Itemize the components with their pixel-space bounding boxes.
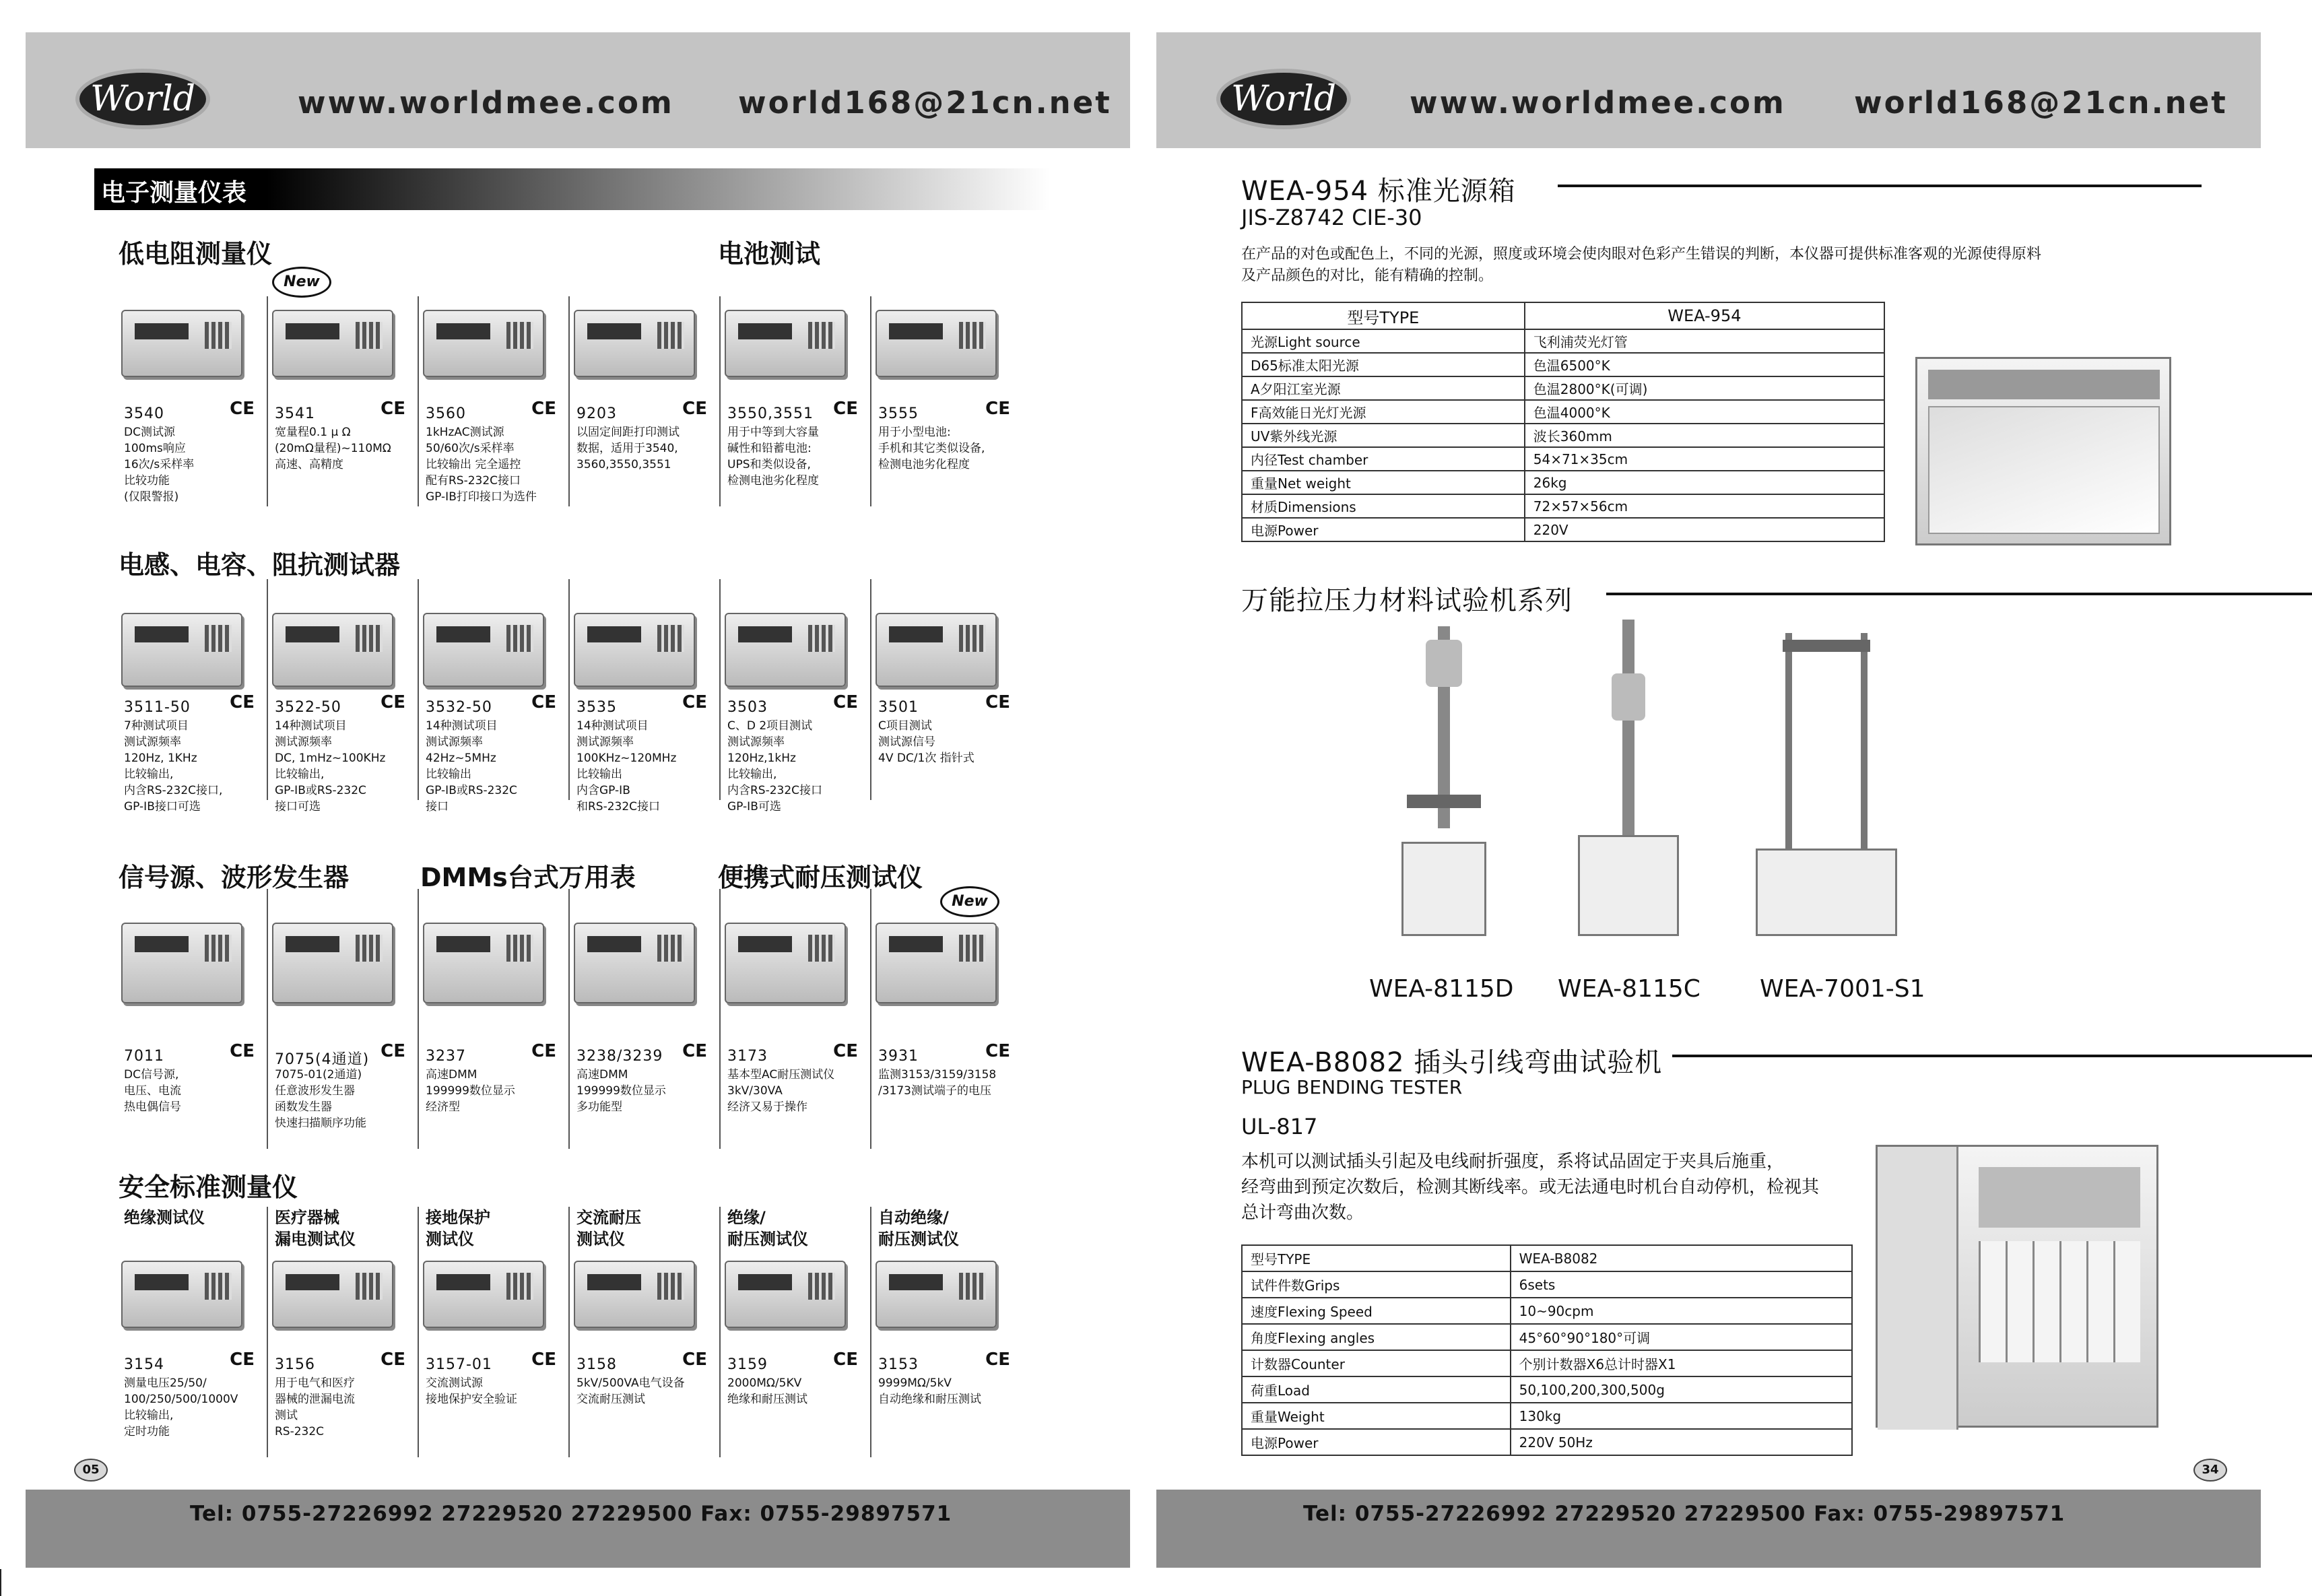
- product-image: [574, 310, 695, 377]
- control-panel: [657, 1273, 684, 1300]
- product-model: 3522-50: [275, 699, 341, 716]
- b8082-title: WEA-B8082 插头引线弯曲试验机: [1241, 1047, 1663, 1078]
- product-description: 7075-01(2通道) 任意波形发生器 函数发生器 快速扫描顺序功能: [275, 1068, 366, 1130]
- product-card: [722, 296, 871, 506]
- product-description: 基本型AC耐压测试仪 3kV/30VA 经济又易于操作: [727, 1068, 835, 1114]
- table-cell: 荷重Load: [1242, 1376, 1511, 1403]
- product-description: 用于小型电池: 手机和其它类似设备, 检测电池劣化程度: [878, 426, 985, 471]
- category-signal: 信号源、波形发生器: [119, 863, 350, 892]
- product-image: [876, 310, 997, 377]
- new-badge: New: [940, 886, 999, 917]
- table-row: [1242, 1324, 1852, 1350]
- product-model: 3153: [878, 1356, 919, 1373]
- ce-mark: CE: [531, 399, 556, 419]
- product-description: 高速DMM 199999数位显示 多功能型: [576, 1068, 666, 1114]
- bending-tester-image: [1876, 1145, 2158, 1428]
- table-row: [1242, 353, 1884, 376]
- control-panel: [657, 322, 684, 349]
- table-cell: 光源Light source: [1242, 329, 1525, 353]
- control-panel: [657, 625, 684, 652]
- product-card: [269, 889, 419, 1149]
- control-panel: [808, 935, 835, 962]
- control-panel: [506, 322, 533, 349]
- world-logo: World: [1216, 69, 1351, 129]
- product-image: [272, 1261, 393, 1328]
- table-row: [1242, 471, 1884, 494]
- table-cell: A夕阳江室光源: [1242, 376, 1525, 400]
- ce-mark: CE: [381, 1041, 405, 1061]
- product-image: [121, 310, 242, 377]
- product-card: [119, 296, 268, 506]
- product-card: [420, 296, 570, 506]
- ce-mark: CE: [531, 692, 556, 712]
- table-cell: 材质Dimensions: [1242, 494, 1525, 518]
- control-panel: [808, 322, 835, 349]
- product-model: 3173: [727, 1048, 768, 1065]
- display-screen: [135, 1274, 189, 1290]
- new-badge: New: [272, 267, 331, 298]
- product-card: [873, 1207, 1022, 1457]
- table-cell: UV紫外线光源: [1242, 424, 1525, 447]
- product-model: 3503: [727, 699, 768, 716]
- table-cell: 电源Power: [1242, 1429, 1511, 1455]
- table-row: [1242, 447, 1884, 471]
- b8082-subtitle: PLUG BENDING TESTER: [1241, 1076, 1463, 1098]
- table-cell: 重量Weight: [1242, 1403, 1511, 1429]
- product-image: [272, 613, 393, 687]
- ce-mark: CE: [682, 1350, 707, 1370]
- b8082-intro: 本机可以测试插头引起及电线耐折强度，系将试品固定于夹具后施重， 经弯曲到预定次数后，检测其断线率。或无法通电时机台自动停机，检视其 总计弯曲次数。: [1241, 1152, 1820, 1223]
- ce-mark: CE: [985, 692, 1010, 712]
- table-cell: 色温4000°K: [1525, 400, 1884, 424]
- control-panel: [356, 1273, 383, 1300]
- contact-line: Tel: 0755-27226992 27229520 27229500 Fax: 0755-29897571: [190, 1502, 952, 1526]
- ce-mark: CE: [230, 1041, 255, 1061]
- table-cell: 220V 50Hz: [1511, 1429, 1852, 1455]
- category-hv: 便携式耐压测试仪: [718, 863, 923, 892]
- product-image: [423, 613, 544, 687]
- table-cell: 型号TYPE: [1242, 1245, 1511, 1271]
- wea954-spec-table: [1241, 302, 1885, 542]
- product-model: 3541: [275, 405, 315, 422]
- control-panel: [356, 625, 383, 652]
- display-screen: [738, 936, 792, 952]
- ce-mark: CE: [381, 1350, 405, 1370]
- control-panel: [356, 322, 383, 349]
- product-image: [876, 613, 997, 687]
- product-description: C、D 2项目测试 测试源频率 120Hz,1kHz 比较输出, 内含RS-232C接口 GP-IB可选: [727, 719, 823, 813]
- product-card: [571, 889, 721, 1149]
- control-panel: [959, 935, 986, 962]
- product-model: 3555: [878, 405, 919, 422]
- product-card: [420, 579, 570, 813]
- product-category-title: 绝缘/ 耐压测试仪: [727, 1208, 808, 1249]
- product-card: [269, 296, 419, 506]
- tensile-tester-8115c-image: [1578, 620, 1679, 956]
- ce-mark: CE: [682, 399, 707, 419]
- table-cell: 130kg: [1511, 1403, 1852, 1429]
- display-screen: [286, 626, 339, 642]
- control-panel: [506, 935, 533, 962]
- section-title: 电子测量仪表: [101, 179, 247, 207]
- category-safety: 安全标准测量仪: [119, 1172, 298, 1202]
- model-caption: WEA-7001-S1: [1760, 975, 1925, 1003]
- table-cell: 6sets: [1511, 1271, 1852, 1298]
- control-panel: [205, 935, 232, 962]
- ce-mark: CE: [682, 692, 707, 712]
- product-card: [722, 579, 871, 813]
- table-row: [1242, 400, 1884, 424]
- ce-mark: CE: [381, 692, 405, 712]
- table-cell: 内径Test chamber: [1242, 447, 1525, 471]
- product-image: [574, 1261, 695, 1328]
- product-card: [119, 579, 268, 813]
- product-description: 14种测试项目 测试源频率 DC, 1mHz~100KHz 比较输出, GP-IB或RS-232C 接口可选: [275, 719, 386, 813]
- table-row: [1242, 424, 1884, 447]
- product-image: [272, 923, 393, 1003]
- display-screen: [135, 626, 189, 642]
- product-image: [725, 613, 846, 687]
- product-card: [873, 889, 1022, 1149]
- product-image: [725, 923, 846, 1003]
- display-screen: [587, 323, 641, 339]
- ce-mark: CE: [985, 1041, 1010, 1061]
- product-model: 3535: [576, 699, 617, 716]
- control-panel: [808, 1273, 835, 1300]
- ce-mark: CE: [985, 1350, 1010, 1370]
- display-screen: [436, 936, 490, 952]
- model-caption: WEA-8115D: [1369, 975, 1514, 1003]
- display-screen: [587, 626, 641, 642]
- display-screen: [286, 1274, 339, 1290]
- tensile-tester-8115d-image: [1407, 626, 1481, 950]
- category-battery: 电池测试: [718, 239, 821, 269]
- product-description: 9999MΩ/5kV 自动绝缘和耐压测试: [878, 1376, 981, 1406]
- product-description: DC测试源 100ms响应 16次/s采样率 比较功能 (仅限警报): [124, 426, 195, 504]
- product-card: [722, 889, 871, 1149]
- product-image: [574, 613, 695, 687]
- wea954-title: WEA-954 标准光源箱: [1241, 176, 1516, 207]
- ce-mark: CE: [381, 399, 405, 419]
- page-number: 34: [2193, 1459, 2227, 1482]
- table-cell: 色温6500°K: [1525, 353, 1884, 376]
- website-link[interactable]: www.worldmee.com: [1410, 85, 1786, 121]
- control-panel: [205, 1273, 232, 1300]
- table-row: [1242, 376, 1884, 400]
- table-cell: D65标准太阳光源: [1242, 353, 1525, 376]
- product-description: 以固定间距打印测试 数据，适用于3540, 3560,3550,3551: [576, 426, 680, 471]
- display-screen: [738, 1274, 792, 1290]
- table-cell: 220V: [1525, 518, 1884, 541]
- ce-mark: CE: [833, 1350, 858, 1370]
- table-cell: 计数器Counter: [1242, 1350, 1511, 1376]
- product-model: 3154: [124, 1356, 164, 1373]
- product-description: DC信号源, 电压、电流 热电偶信号: [124, 1068, 181, 1114]
- control-panel: [959, 322, 986, 349]
- table-row: [1242, 1376, 1852, 1403]
- category-dmm: DMMs台式万用表: [420, 863, 636, 892]
- product-description: 5kV/500VA电气设备 交流耐压测试: [576, 1376, 685, 1406]
- table-cell: 72×57×56cm: [1525, 494, 1884, 518]
- product-image: [423, 310, 544, 377]
- product-category-title: 交流耐压 测试仪: [576, 1208, 641, 1249]
- table-cell: 54×71×35cm: [1525, 447, 1884, 471]
- product-image: [121, 1261, 242, 1328]
- control-panel: [959, 625, 986, 652]
- product-image: [725, 310, 846, 377]
- ce-mark: CE: [833, 692, 858, 712]
- display-screen: [135, 323, 189, 339]
- product-card: [269, 579, 419, 813]
- product-description: 14种测试项目 测试源频率 100KHz~120MHz 比较输出 内含GP-IB 和RS-232C接口: [576, 719, 677, 813]
- product-model: 3159: [727, 1356, 768, 1373]
- product-model: 7075(4通道): [275, 1051, 370, 1068]
- control-panel: [808, 625, 835, 652]
- table-row: [1242, 1271, 1852, 1298]
- product-description: C项目测试 测试源信号 4V DC/1次 指针式: [878, 719, 975, 765]
- product-card: [269, 1207, 419, 1457]
- control-panel: [356, 935, 383, 962]
- product-model: 3511-50: [124, 699, 191, 716]
- table-row: [1242, 1245, 1852, 1271]
- display-screen: [889, 1274, 943, 1290]
- contact-line: Tel: 0755-27226992 27229520 27229500 Fax: 0755-29897571: [1303, 1502, 2066, 1526]
- right-page: [1156, 0, 2312, 1596]
- table-cell: 50,100,200,300,500g: [1511, 1376, 1852, 1403]
- table-cell: 电源Power: [1242, 518, 1525, 541]
- table-row: [1242, 518, 1884, 541]
- table-row: [1242, 494, 1884, 518]
- product-image: [423, 1261, 544, 1328]
- ce-mark: CE: [230, 1350, 255, 1370]
- model-caption: WEA-8115C: [1558, 975, 1700, 1003]
- product-image: [876, 1261, 997, 1328]
- display-screen: [286, 936, 339, 952]
- product-card: [119, 1207, 268, 1457]
- b8082-standard: UL-817: [1241, 1114, 1318, 1139]
- table-row: [1242, 1298, 1852, 1324]
- product-image: [574, 923, 695, 1003]
- product-card: [571, 296, 721, 506]
- product-category-title: 自动绝缘/ 耐压测试仪: [878, 1208, 959, 1249]
- table-cell: 飞利浦荧光灯管: [1525, 329, 1884, 353]
- product-image: [121, 613, 242, 687]
- tensile-title: 万能拉压力材料试验机系列: [1241, 585, 1573, 616]
- ce-mark: CE: [230, 692, 255, 712]
- title-rule: [1558, 185, 2202, 187]
- product-description: 交流测试源 接地保护安全验证: [426, 1376, 517, 1406]
- product-description: 监测3153/3159/3158 /3173测试端子的电压: [878, 1068, 997, 1098]
- email-link[interactable]: world168@21cn.net: [738, 85, 1112, 121]
- ce-mark: CE: [531, 1350, 556, 1370]
- light-box-image: [1915, 357, 2171, 545]
- ce-mark: CE: [682, 1041, 707, 1061]
- product-model: 7011: [124, 1048, 164, 1065]
- tensile-tester-7001-image: [1756, 633, 1897, 956]
- ce-mark: CE: [985, 399, 1010, 419]
- display-screen: [889, 323, 943, 339]
- product-category-title: 绝缘测试仪: [124, 1208, 205, 1227]
- table-cell: 26kg: [1525, 471, 1884, 494]
- display-screen: [587, 936, 641, 952]
- table-header: 型号TYPE: [1242, 302, 1525, 329]
- wea954-standard: JIS-Z8742 CIE-30: [1241, 205, 1422, 230]
- world-logo: World: [75, 69, 210, 129]
- product-model: 3158: [576, 1356, 617, 1373]
- control-panel: [205, 322, 232, 349]
- display-screen: [889, 626, 943, 642]
- control-panel: [959, 1273, 986, 1300]
- table-cell: 重量Net weight: [1242, 471, 1525, 494]
- page-number: 05: [74, 1459, 108, 1482]
- display-screen: [738, 626, 792, 642]
- display-screen: [738, 323, 792, 339]
- display-screen: [889, 936, 943, 952]
- product-model: 3931: [878, 1048, 919, 1065]
- table-cell: 角度Flexing angles: [1242, 1324, 1511, 1350]
- table-row: [1242, 1429, 1852, 1455]
- product-model: 9203: [576, 405, 617, 422]
- website-link[interactable]: www.worldmee.com: [298, 85, 674, 121]
- product-card: [571, 1207, 721, 1457]
- ce-mark: CE: [833, 1041, 858, 1061]
- ce-mark: CE: [833, 399, 858, 419]
- product-card: [722, 1207, 871, 1457]
- title-rule: [1672, 1055, 2312, 1057]
- product-description: 测量电压25/50/ 100/250/500/1000V 比较输出, 定时功能: [124, 1376, 238, 1438]
- category-lcr: 电感、电容、阻抗测试器: [119, 550, 401, 580]
- table-row: [1242, 1350, 1852, 1376]
- product-card: [420, 889, 570, 1149]
- product-model: 3560: [426, 405, 466, 422]
- table-cell: 波长360mm: [1525, 424, 1884, 447]
- control-panel: [657, 935, 684, 962]
- table-cell: 速度Flexing Speed: [1242, 1298, 1511, 1324]
- product-description: 用于中等到大容量 碱性和铅蓄电池: UPS和类似设备, 检测电池劣化程度: [727, 426, 819, 488]
- product-description: 7种测试项目 测试源频率 120Hz, 1KHz 比较输出, 内含RS-232C接口, GP-IB接口可选: [124, 719, 223, 813]
- product-category-title: 医疗器械 漏电测试仪: [275, 1208, 356, 1249]
- display-screen: [286, 323, 339, 339]
- table-cell: 45°60°90°180°可调: [1511, 1324, 1852, 1350]
- product-image: [121, 923, 242, 1003]
- wea954-intro: 在产品的对色或配色上，不同的光源，照度或环境会使肉眼对色彩产生错误的判断，本仪器可提供标准客观的光源使得原料 及产品颜色的对比，能有精确的控制。: [1241, 246, 2042, 284]
- product-description: 用于电气和医疗 器械的泄漏电流 测试 RS-232C: [275, 1376, 355, 1438]
- product-image: [272, 310, 393, 377]
- product-model: 3501: [878, 699, 919, 716]
- product-model: 3156: [275, 1356, 315, 1373]
- table-row: [1242, 329, 1884, 353]
- table-cell: 试件件数Grips: [1242, 1271, 1511, 1298]
- product-description: 宽量程0.1 μ Ω (20mΩ量程)~110MΩ 高速、高精度: [275, 426, 391, 471]
- display-screen: [436, 323, 490, 339]
- control-panel: [205, 625, 232, 652]
- table-cell: WEA-B8082: [1511, 1245, 1852, 1271]
- table-cell: 10~90cpm: [1511, 1298, 1852, 1324]
- product-model: 3550,3551: [727, 405, 814, 422]
- product-description: 2000MΩ/5KV 绝缘和耐压测试: [727, 1376, 807, 1406]
- display-screen: [436, 1274, 490, 1290]
- table-header: WEA-954: [1525, 302, 1884, 329]
- product-image: [725, 1261, 846, 1328]
- product-model: 3237: [426, 1048, 466, 1065]
- product-card: [119, 889, 268, 1149]
- product-description: 14种测试项目 测试源频率 42Hz~5MHz 比较输出 GP-IB或RS-232C 接口: [426, 719, 517, 813]
- ce-mark: CE: [230, 399, 255, 419]
- section-banner: [94, 168, 1051, 210]
- table-cell: 色温2800°K(可调): [1525, 376, 1884, 400]
- table-cell: F高效能日光灯光源: [1242, 400, 1525, 424]
- product-model: 3157-01: [426, 1356, 492, 1373]
- email-link[interactable]: world168@21cn.net: [1854, 85, 2228, 121]
- product-card: [420, 1207, 570, 1457]
- b8082-spec-table: [1241, 1244, 1853, 1456]
- display-screen: [436, 626, 490, 642]
- control-panel: [506, 625, 533, 652]
- product-card: [873, 296, 1022, 506]
- product-image: [876, 923, 997, 1003]
- product-card: [873, 579, 1022, 800]
- category-low-resistance: 低电阻测量仪: [119, 239, 273, 269]
- product-image: [423, 923, 544, 1003]
- display-screen: [135, 936, 189, 952]
- display-screen: [587, 1274, 641, 1290]
- product-model: 3238/3239: [576, 1048, 663, 1065]
- product-description: 1kHzAC测试源 50/60次/s采样率 比较输出 完全遥控 配有RS-232C接口 GP-IB打印接口为选件: [426, 426, 537, 504]
- ce-mark: CE: [531, 1041, 556, 1061]
- product-description: 高速DMM 199999数位显示 经济型: [426, 1068, 515, 1114]
- control-panel: [506, 1273, 533, 1300]
- product-model: 3540: [124, 405, 164, 422]
- product-model: 3532-50: [426, 699, 492, 716]
- product-card: [571, 579, 721, 813]
- table-cell: 个别计数器X6总计时器X1: [1511, 1350, 1852, 1376]
- product-category-title: 接地保护 测试仪: [426, 1208, 490, 1249]
- table-row: [1242, 1403, 1852, 1429]
- title-rule: [1606, 593, 2312, 595]
